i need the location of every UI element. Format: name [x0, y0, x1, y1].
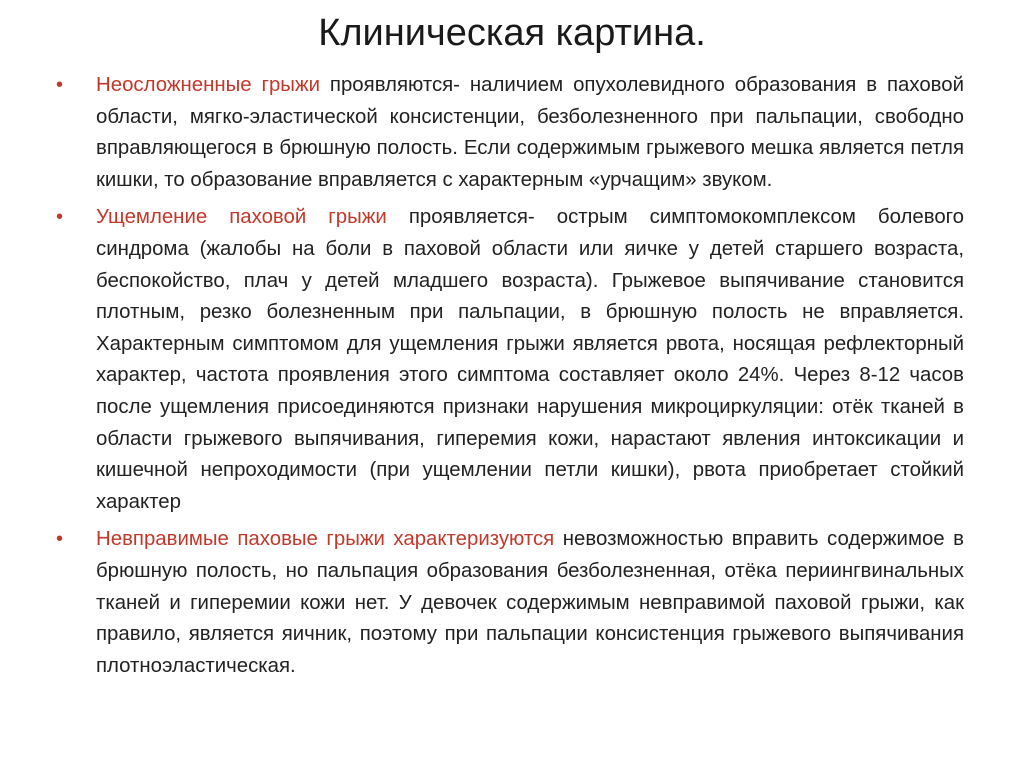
- slide-title: Клиническая картина.: [318, 12, 706, 54]
- bullet-heading: Ущемление паховой грыжи: [96, 206, 387, 229]
- bullet-dot-icon: •: [56, 528, 64, 551]
- bullet-list: [54, 70, 964, 688]
- bullet-heading: Невправимые паховые грыжи характеризуются: [96, 528, 555, 551]
- bullet-uncomplicated-hernia: [54, 70, 964, 196]
- bullet-text: проявляются- наличием опухолевидного образования в паховой области, мягко-эластической консистенции, безболезненного при пальпации, свободно вправляющегося в брюшную полость. Если содержимым грыжевого мешка является петля кишки, то образование вправляется с характерным «урчащим» звуком.: [96, 74, 965, 191]
- bullet-text: невозможностью вправить содержимое в брюшную полость, но пальпация образования безболезненная, отёка периингвинальных тканей и гиперемии кожи нет. У девочек содержимым невправимой паховой грыжи, как правило, является яичник, поэтому при пальпации консистенция грыжевого выпячивания плотноэластическая.: [96, 528, 964, 677]
- bullet-dot-icon: •: [56, 206, 64, 229]
- bullet-strangulated-hernia: [54, 202, 964, 518]
- bullet-text: проявляется- острым симптомокомплексом болевого синдрома (жалобы на боли в паховой области или яичке у детей старшего возраста, беспокойство, плач у детей младшего возраста). Грыжевое выпячивание становится плотным, резко болезненным при пальпации, в брюшную полость не вправляется. Характерным симптомом для ущемления грыжи является рвота, носящая рефлекторный характер, частота проявления этого симптома составляет около 24%. Через 8-12 часов после ущемления присоединяются признаки нарушения микроциркуляции: отёк тканей в области грыжевого выпячивания, гиперемия кожи, нарастают явления интоксикации и кишечной непроходимости (при ущемлении петли кишки), рвота приобретает стойкий характер: [96, 206, 964, 513]
- bullet-dot-icon: •: [56, 74, 64, 96]
- bullet-irreducible-hernia: [54, 524, 964, 682]
- bullet-heading: Неосложненные грыжи: [96, 74, 320, 96]
